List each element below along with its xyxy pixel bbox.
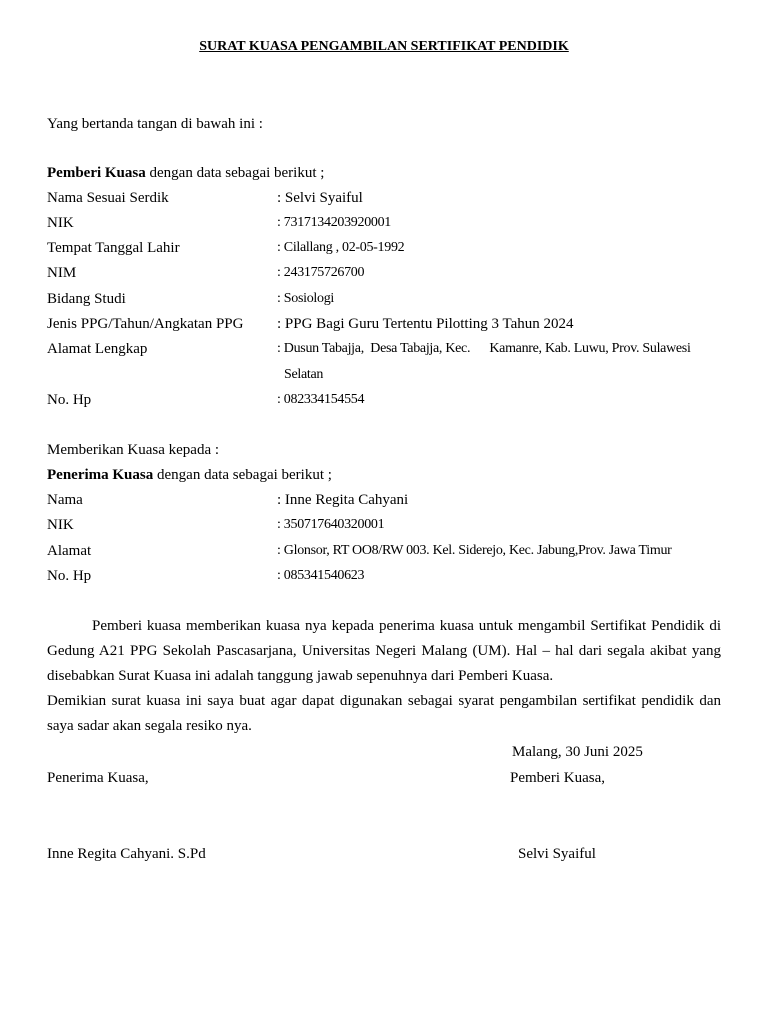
field-value: : Cilallang , 02-05-1992	[277, 240, 405, 255]
field-label: Nama	[47, 492, 83, 508]
field-value: : Glonsor, RT OO8/RW 003. Kel. Siderejo, Kec. Jabung,Prov. Jawa Timur	[277, 543, 672, 558]
field-label: Alamat Lengkap	[47, 341, 148, 357]
field-value: : Sosiologi	[277, 291, 334, 306]
signature-role-left: Penerima Kuasa,	[47, 770, 149, 786]
field-value-continuation: Selatan	[284, 367, 324, 382]
field-label: Nama Sesuai Serdik	[47, 190, 169, 206]
grantor-heading	[47, 164, 324, 182]
field-label: NIK	[47, 517, 74, 533]
field-value: : 7317134203920001	[277, 215, 391, 230]
field-label: Bidang Studi	[47, 291, 126, 307]
field-label: NIK	[47, 215, 74, 231]
field-value: : PPG Bagi Guru Tertentu Pilotting 3 Tahun 2024	[277, 316, 574, 332]
field-label: Jenis PPG/Tahun/Angkatan PPG	[47, 316, 244, 332]
field-value: : Selvi Syaiful	[277, 190, 363, 206]
grantor-heading-rest: dengan data sebagai berikut ;	[145, 165, 325, 181]
field-value: : Inne Regita Cahyani	[277, 492, 409, 508]
field-value: : 082334154554	[277, 392, 365, 407]
field-label: NIM	[47, 265, 77, 281]
signature-name-left: Inne Regita Cahyani. S.Pd	[47, 846, 206, 862]
signature-name-right: Selvi Syaiful	[518, 846, 596, 862]
field-label: Tempat Tanggal Lahir	[47, 240, 180, 256]
body-paragraph: Pemberi kuasa memberikan kuasa nya kepada penerima kuasa untuk mengambil Sertifikat Pendidik di Gedung A21 PPG Sekolah Pascasarjana, Universitas Negeri Malang (UM). Hal – hal dari segala akibat yang disebabkan Surat Kuasa ini adalah tanggung jawab sepenuhnya dari Pemberi Kuasa.	[47, 618, 721, 684]
document-title: SURAT KUASA PENGAMBILAN SERTIFIKAT PENDIDIK	[199, 39, 569, 54]
field-label: No. Hp	[47, 392, 92, 408]
intro-line: Yang bertanda tangan di bawah ini :	[47, 116, 263, 132]
grantee-heading-rest: dengan data sebagai berikut ;	[153, 467, 332, 483]
signature-role-right: Pemberi Kuasa,	[510, 770, 605, 786]
grantee-heading	[47, 466, 332, 484]
field-value: : 085341540623	[277, 568, 365, 583]
grantor-heading-bold: Pemberi Kuasa	[47, 165, 146, 181]
field-label: Alamat	[47, 543, 92, 559]
place-date: Malang, 30 Juni 2025	[512, 744, 643, 760]
grantee-heading-bold: Penerima Kuasa	[47, 467, 154, 483]
field-label: No. Hp	[47, 568, 92, 584]
field-value: : 243175726700	[277, 265, 365, 280]
field-value: : Dusun Tabajja, Desa Tabajja, Kec. Kamanre, Kab. Luwu, Prov. Sulawesi	[277, 341, 691, 356]
field-value: : 350717640320001	[277, 517, 385, 532]
closing-paragraph: Demikian surat kuasa ini saya buat agar dapat digunakan sebagai syarat pengambilan sertifikat pendidik dan saya sadar akan segala resiko nya.	[47, 693, 721, 734]
grant-line: Memberikan Kuasa kepada :	[47, 442, 220, 458]
